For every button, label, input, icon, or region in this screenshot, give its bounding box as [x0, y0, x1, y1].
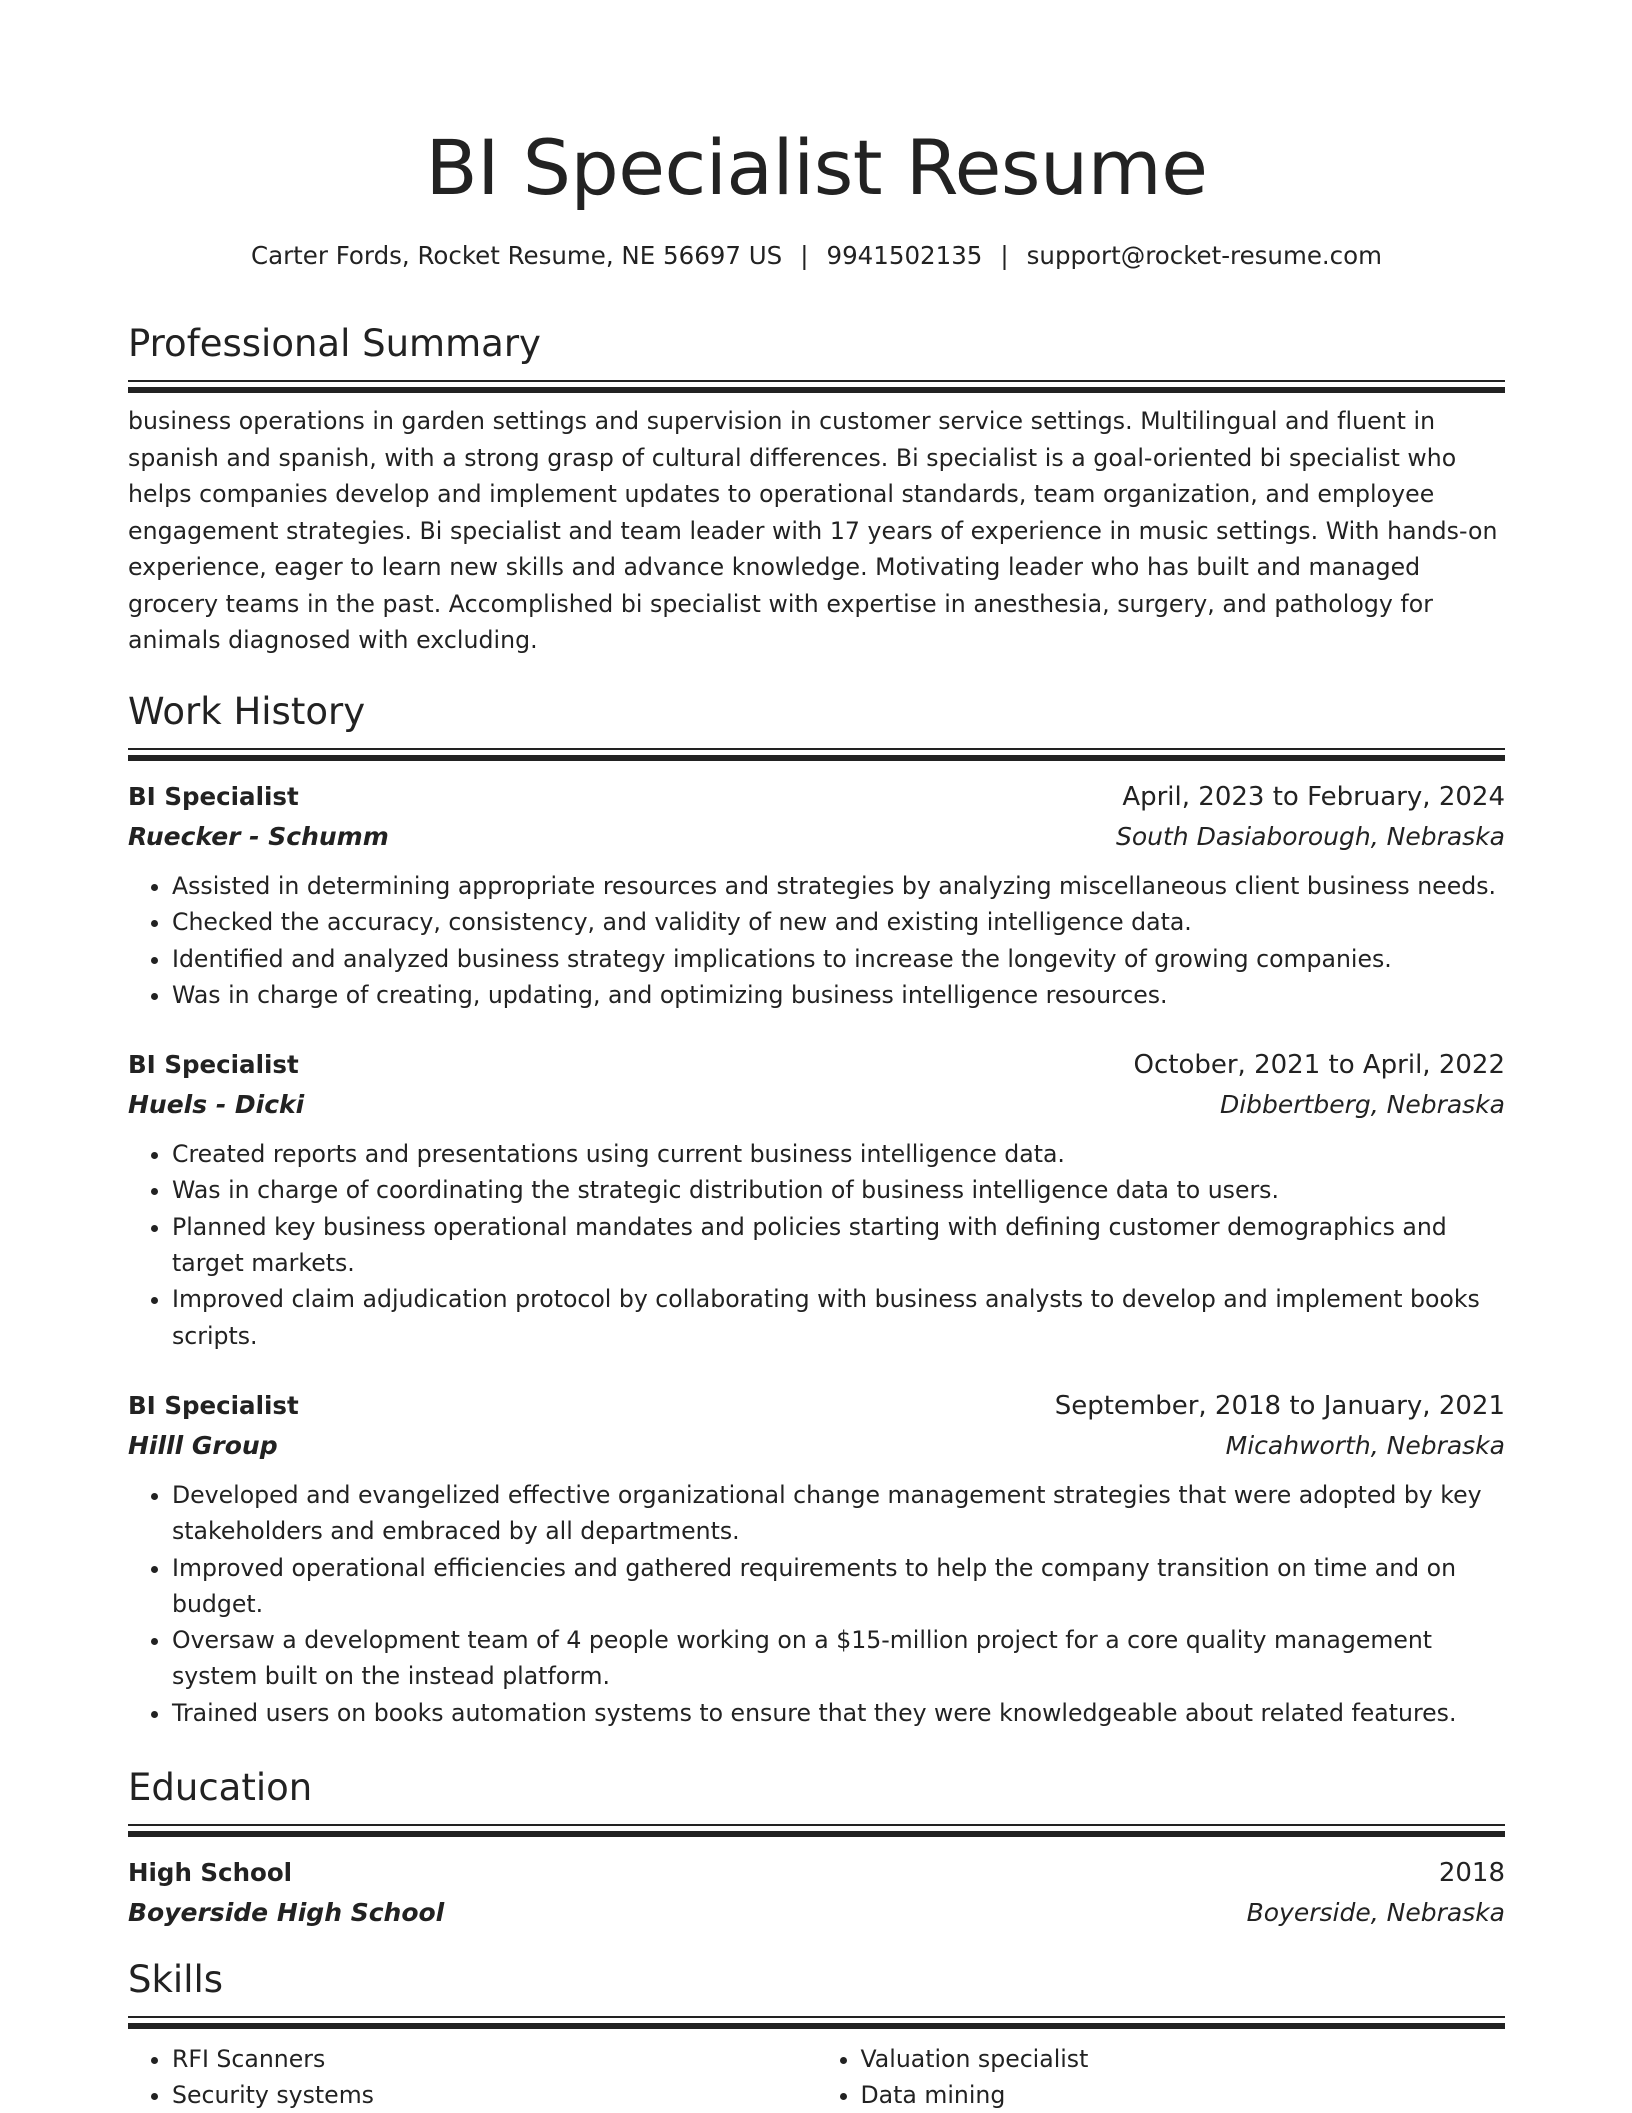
summary-text: business operations in garden settings and supervision in customer service settings. Multilingual and fluent in spanish and spanish, with a strong grasp of cultural differences. Bi specialist is a goal-oriented bi specialist who helps companies develop and implement updates to operational standards, team organization, and employee engagement strategies. Bi specialist and team leader with 17 years of experience in music settings. With hands-on experience, eager to learn new skills and advance knowledge. Motivating leader who has built and managed grocery teams in the past. Accomplished bi specialist with expertise in anesthesia, surgery, and pathology for animals diagnosed with excluding.: [128, 407, 1498, 654]
job-bullet: • Improved operational efficiencies and gathered requirements to help the company transition on time and on budget.: [172, 1550, 1505, 1623]
contact-phone: 9941502135: [826, 241, 983, 270]
job-bullet: • Identified and analyzed business strategy implications to increase the longevity of growing companies.: [172, 941, 1505, 977]
job-company: Hilll Group: [128, 1430, 278, 1460]
job-bullets: [128, 1477, 1505, 1731]
job-location: Micahworth, Nebraska: [1225, 1430, 1505, 1460]
job-subheader: [128, 1426, 1505, 1465]
job-bullets: [128, 868, 1505, 1013]
job-subheader: [128, 1085, 1505, 1124]
skills-heading: Skills: [128, 1958, 224, 2001]
education-section: [128, 1764, 1505, 1932]
education-degree: High School: [128, 1858, 293, 1887]
skill-item: • RFI Scanners: [172, 2041, 817, 2077]
section-divider: [128, 2016, 1505, 2029]
job-subheader: [128, 817, 1505, 856]
job-location: South Dasiaborough, Nebraska: [1115, 822, 1505, 851]
contact-email: support@rocket-resume.com: [1026, 241, 1383, 270]
work-history-heading: Work History: [128, 690, 366, 733]
job-bullet: • Created reports and presentations using current business intelligence data.: [172, 1136, 1505, 1172]
summary-section: [128, 320, 1505, 659]
job-bullet: • Assisted in determining appropriate resources and strategies by analyzing miscellaneous client business needs.: [172, 868, 1505, 904]
skill-item: • Data mining: [861, 2077, 1506, 2113]
education-school: Boyerside High School: [128, 1898, 445, 1927]
skill-item: • Valuation specialist: [861, 2041, 1506, 2077]
job-dates: September, 2018 to January, 2021: [1054, 1390, 1505, 1421]
contact-separator: |: [800, 241, 809, 270]
skills-column-right: [817, 2041, 1506, 2113]
education-entry: [128, 1853, 1505, 1932]
job-location: Dibbertberg, Nebraska: [1219, 1090, 1505, 1120]
job-title: BI Specialist: [128, 1390, 299, 1420]
job-header: [128, 1386, 1505, 1426]
section-divider: [128, 380, 1505, 393]
education-header: [128, 1853, 1505, 1893]
section-divider: [128, 1824, 1505, 1837]
education-location: Boyerside, Nebraska: [1246, 1898, 1505, 1927]
job-bullet: • Checked the accuracy, consistency, and validity of new and existing intelligence data.: [172, 904, 1505, 940]
job-bullet: • Improved claim adjudication protocol by collaborating with business analysts to develop and implement books scripts.: [172, 1281, 1505, 1354]
job-bullet: • Developed and evangelized effective organizational change management strategies that were adopted by key stakeholders and embraced by all departments.: [172, 1477, 1505, 1550]
summary-heading: Professional Summary: [128, 322, 541, 365]
job-entry: [128, 1045, 1505, 1354]
skills-grid: [128, 2041, 1505, 2113]
job-header: [128, 1045, 1505, 1085]
job-company: Ruecker - Schumm: [128, 822, 389, 851]
job-dates: October, 2021 to April, 2022: [1133, 1050, 1505, 1081]
job-title: BI Specialist: [128, 1050, 299, 1080]
job-title: BI Specialist: [128, 782, 299, 811]
job-company: Huels - Dicki: [128, 1090, 305, 1120]
section-divider: [128, 748, 1505, 761]
contact-separator: |: [1000, 241, 1009, 270]
skills-section: [128, 1956, 1505, 2113]
skills-column-left: [128, 2041, 817, 2113]
work-history-section: [128, 688, 1505, 1731]
job-bullet: • Oversaw a development team of 4 people working on a $15-million project for a core quality management system built on the instead platform.: [172, 1622, 1505, 1695]
contact-line: [128, 238, 1505, 274]
job-bullet: • Planned key business operational mandates and policies starting with defining customer demographics and target markets.: [172, 1209, 1505, 1282]
education-subheader: [128, 1893, 1505, 1932]
education-heading: Education: [128, 1766, 313, 1809]
job-entry: [128, 777, 1505, 1013]
job-dates: April, 2023 to February, 2024: [1122, 782, 1505, 812]
job-bullet: • Was in charge of coordinating the strategic distribution of business intelligence data to users.: [172, 1172, 1505, 1208]
job-header: [128, 777, 1505, 817]
job-bullet: • Was in charge of creating, updating, and optimizing business intelligence resources.: [172, 977, 1505, 1013]
job-bullet: • Trained users on books automation systems to ensure that they were knowledgeable about related features.: [172, 1695, 1505, 1731]
job-bullets: [128, 1136, 1505, 1354]
resume-title: BI Specialist Resume: [425, 123, 1208, 212]
job-entry: [128, 1386, 1505, 1731]
contact-address: Carter Fords, Rocket Resume, NE 56697 US: [250, 241, 783, 270]
education-year: 2018: [1438, 1858, 1505, 1888]
skill-item: • Security systems: [172, 2077, 817, 2113]
